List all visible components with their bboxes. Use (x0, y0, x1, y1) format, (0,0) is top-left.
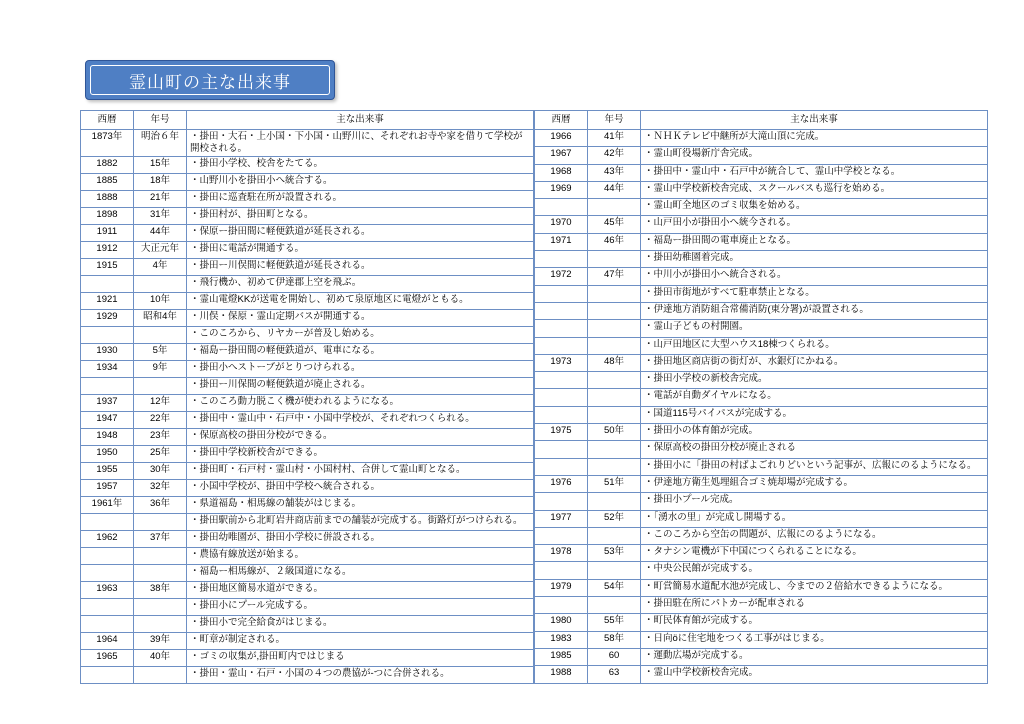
cell-seireki (535, 251, 588, 268)
cell-event: ・タナシン電機が下中国につくられることになる。 (641, 545, 988, 562)
table-row (81, 530, 534, 547)
cell-seireki: 1968 (535, 164, 588, 181)
cell-nengo: 31年 (134, 207, 187, 224)
cell-event: ・掛田ー川俣間に軽便鉄道が延長される。 (187, 258, 534, 275)
cell-event: ・霊山電燈KKが送電を開始し、初めて泉原地区に電燈がともる。 (187, 292, 534, 309)
cell-seireki: 1971 (535, 233, 588, 250)
cell-seireki (81, 326, 134, 343)
cell-nengo: 22年 (134, 411, 187, 428)
cell-event: ・ＮＨＫテレビ中継所が大滝山頂に完成。 (641, 130, 988, 147)
cell-nengo (134, 513, 187, 530)
cell-seireki (535, 493, 588, 510)
table-row (535, 337, 988, 354)
table-row (535, 406, 988, 423)
cell-event: ・掛田に電話が開通する。 (187, 241, 534, 258)
table-row (81, 632, 534, 649)
table-header-left (81, 111, 534, 130)
cell-nengo: 51年 (588, 475, 641, 492)
cell-event: ・このころ動力脱こく機が使われるようになる。 (187, 394, 534, 411)
cell-seireki: 1912 (81, 241, 134, 258)
cell-seireki: 1973 (535, 354, 588, 371)
cell-nengo (134, 564, 187, 581)
cell-event: ・電話が自動ダイヤルになる。 (641, 389, 988, 406)
cell-nengo (588, 389, 641, 406)
title-banner-inner (90, 65, 330, 95)
cell-seireki: 1975 (535, 424, 588, 441)
cell-seireki: 1930 (81, 343, 134, 360)
table-row (81, 326, 534, 343)
table-body-left (81, 130, 534, 684)
cell-event: ・掛田村が、掛田町となる。 (187, 207, 534, 224)
table-row (535, 648, 988, 665)
cell-nengo: 42年 (588, 147, 641, 164)
cell-event: ・福島ー掛田間の軽便鉄道が、電車になる。 (187, 343, 534, 360)
cell-seireki: 1977 (535, 510, 588, 527)
cell-nengo: 大正元年 (134, 241, 187, 258)
cell-nengo (588, 320, 641, 337)
cell-seireki (81, 615, 134, 632)
cell-seireki: 1979 (535, 579, 588, 596)
table-row (535, 199, 988, 216)
cell-nengo: 40年 (134, 649, 187, 666)
cell-nengo: 58年 (588, 631, 641, 648)
cell-nengo (134, 377, 187, 394)
table-row (81, 479, 534, 496)
cell-nengo (134, 666, 187, 683)
cell-event: ・霊山町役場新庁舎完成。 (641, 147, 988, 164)
cell-event: ・保原高校の掛田分校ができる。 (187, 428, 534, 445)
cell-event: ・掛田・霊山・石戸・小国の４つの農協が-つに合併される。 (187, 666, 534, 683)
cell-nengo (588, 251, 641, 268)
cell-nengo (134, 615, 187, 632)
cell-nengo: 12年 (134, 394, 187, 411)
cell-seireki: 1983 (535, 631, 588, 648)
cell-event: ・掛田地区商店街の街灯が、水銀灯にかねる。 (641, 354, 988, 371)
cell-nengo (588, 285, 641, 302)
cell-event: ・掛田中・霊山中・石戸中が統合して、霊山中学校となる。 (641, 164, 988, 181)
cell-event: ・掛田・大石・上小国・下小国・山野川に、それぞれお寺や家を借りて学校が開校される。 (187, 130, 534, 157)
cell-seireki: 1961年 (81, 496, 134, 513)
table-row (81, 462, 534, 479)
cell-seireki: 1969 (535, 181, 588, 198)
cell-nengo: 50年 (588, 424, 641, 441)
table-row (81, 547, 534, 564)
cell-seireki (535, 285, 588, 302)
table-row (535, 441, 988, 458)
table-row (535, 579, 988, 596)
table-row (81, 581, 534, 598)
cell-nengo (588, 597, 641, 614)
cell-event: ・福島ー相馬線が、２級国道になる。 (187, 564, 534, 581)
chronology-table-right (534, 110, 988, 684)
cell-nengo (588, 337, 641, 354)
cell-nengo: 55年 (588, 614, 641, 631)
column-header-seireki: 西暦 (535, 111, 588, 130)
table-row (81, 564, 534, 581)
cell-event: ・掛田市街地がすべて駐車禁止となる。 (641, 285, 988, 302)
cell-seireki: 1988 (535, 666, 588, 684)
cell-seireki (81, 377, 134, 394)
cell-event: ・県道福島・相馬線の舗装がはじまる。 (187, 496, 534, 513)
cell-seireki (535, 389, 588, 406)
column-header-nengo: 年号 (588, 111, 641, 130)
table-row (81, 377, 534, 394)
table-row (535, 510, 988, 527)
cell-event: ・小国中学校が、掛田中学校へ統合される。 (187, 479, 534, 496)
cell-event: ・掛田に巡査駐在所が設置される。 (187, 190, 534, 207)
cell-nengo (588, 372, 641, 389)
table-row (81, 343, 534, 360)
cell-event: ・霊山中学校新校舎完成、スクールバスも巡行を始める。 (641, 181, 988, 198)
cell-event: ・運動広場が完成する。 (641, 648, 988, 665)
cell-seireki: 1980 (535, 614, 588, 631)
cell-nengo: 9年 (134, 360, 187, 377)
cell-event: ・掛田駐在所にパトカーが配車される (641, 597, 988, 614)
header-row (535, 111, 988, 130)
table-row (535, 268, 988, 285)
cell-nengo: 5年 (134, 343, 187, 360)
table-row (81, 224, 534, 241)
cell-seireki: 1966 (535, 130, 588, 147)
cell-event: ・霊山町全地区のゴミ収集を始める。 (641, 199, 988, 216)
cell-nengo: 54年 (588, 579, 641, 596)
cell-seireki (535, 406, 588, 423)
cell-nengo: 15年 (134, 156, 187, 173)
table-row (81, 275, 534, 292)
cell-event: ・川俣・保原・霊山定期バスが開通する。 (187, 309, 534, 326)
cell-seireki: 1970 (535, 216, 588, 233)
table-row (81, 411, 534, 428)
cell-event: ・掛田小へストーブがとりつけられる。 (187, 360, 534, 377)
table-row (81, 309, 534, 326)
cell-event: ・掛田小プール完成。 (641, 493, 988, 510)
cell-nengo: 63 (588, 666, 641, 684)
cell-event: ・農協有線放送が始まる。 (187, 547, 534, 564)
cell-event: ・山野川小を掛田小へ統合する。 (187, 173, 534, 190)
cell-event: ・飛行機か、初めて伊達郡上空を飛ぶ。 (187, 275, 534, 292)
table-row (535, 147, 988, 164)
table-row (81, 615, 534, 632)
table-row (81, 496, 534, 513)
cell-seireki: 1898 (81, 207, 134, 224)
table-row (81, 428, 534, 445)
cell-event: ・掛田小学校、校舎をたてる。 (187, 156, 534, 173)
header-row (81, 111, 534, 130)
cell-nengo: 30年 (134, 462, 187, 479)
table-row (535, 631, 988, 648)
cell-event: ・保原ー掛田間に軽便鉄道が延長される。 (187, 224, 534, 241)
cell-seireki (81, 598, 134, 615)
table-row (81, 156, 534, 173)
cell-seireki: 1937 (81, 394, 134, 411)
table-row (535, 614, 988, 631)
cell-nengo: 45年 (588, 216, 641, 233)
cell-seireki: 1963 (81, 581, 134, 598)
table-row (535, 130, 988, 147)
cell-seireki: 1888 (81, 190, 134, 207)
table-row (81, 130, 534, 157)
cell-nengo: 48年 (588, 354, 641, 371)
cell-nengo: 43年 (588, 164, 641, 181)
table-row (81, 190, 534, 207)
cell-event: ・掛田中学校新校舎ができる。 (187, 445, 534, 462)
table-row (535, 458, 988, 475)
cell-event: ・「湧水の里」が完成し開場する。 (641, 510, 988, 527)
cell-event: ・掛田小にプール完成する。 (187, 598, 534, 615)
cell-seireki: 1948 (81, 428, 134, 445)
cell-seireki (535, 199, 588, 216)
table-row (535, 354, 988, 371)
cell-nengo: 44年 (588, 181, 641, 198)
cell-seireki: 1965 (81, 649, 134, 666)
table-row (81, 207, 534, 224)
table-row (81, 258, 534, 275)
table-row (535, 372, 988, 389)
cell-event: ・掛田中・霊山中・石戸中・小国中学校が、それぞれつくられる。 (187, 411, 534, 428)
table-row (81, 513, 534, 530)
cell-event: ・掛田地区簡易水道ができる。 (187, 581, 534, 598)
cell-nengo: 18年 (134, 173, 187, 190)
cell-nengo: 39年 (134, 632, 187, 649)
column-header-event: 主な出来事 (187, 111, 534, 130)
table-row (535, 493, 988, 510)
table-row (81, 241, 534, 258)
table-row (535, 216, 988, 233)
cell-seireki (81, 564, 134, 581)
cell-nengo: 53年 (588, 545, 641, 562)
cell-event: ・ゴミの収集が,掛田町内ではじまる (187, 649, 534, 666)
cell-seireki (81, 513, 134, 530)
cell-seireki (535, 562, 588, 579)
cell-seireki: 1882 (81, 156, 134, 173)
cell-event: ・掛田駅前から北町岩井商店前までの舗装が完成する。街路灯がつけられる。 (187, 513, 534, 530)
cell-seireki: 1964 (81, 632, 134, 649)
cell-event: ・掛田幼稚園着完成。 (641, 251, 988, 268)
column-header-nengo: 年号 (134, 111, 187, 130)
table-row (81, 292, 534, 309)
table-row (535, 164, 988, 181)
cell-event: ・掛田小に「掛田の村ばよごれりどいという記事が、広報にのるようになる。 (641, 458, 988, 475)
cell-seireki: 1985 (535, 648, 588, 665)
cell-event: ・国道115号パイパスが完成する。 (641, 406, 988, 423)
table-row (535, 302, 988, 319)
cell-nengo (134, 598, 187, 615)
cell-event: ・霊山子どもの村開園。 (641, 320, 988, 337)
cell-nengo: 10年 (134, 292, 187, 309)
cell-seireki (81, 666, 134, 683)
cell-seireki (535, 320, 588, 337)
cell-seireki: 1915 (81, 258, 134, 275)
cell-nengo: 36年 (134, 496, 187, 513)
column-header-event: 主な出来事 (641, 111, 988, 130)
cell-seireki: 1921 (81, 292, 134, 309)
column-header-seireki: 西暦 (81, 111, 134, 130)
cell-nengo: 46年 (588, 233, 641, 250)
table-row (81, 173, 534, 190)
cell-nengo: 60 (588, 648, 641, 665)
table-row (535, 562, 988, 579)
table-row (535, 181, 988, 198)
cell-nengo (134, 275, 187, 292)
cell-event: ・伊達地方消防組合常備消防(東分署)が設置される。 (641, 302, 988, 319)
cell-nengo: 明治６年 (134, 130, 187, 157)
cell-seireki (81, 547, 134, 564)
cell-seireki (535, 597, 588, 614)
cell-seireki (81, 275, 134, 292)
cell-seireki: 1978 (535, 545, 588, 562)
cell-event: ・掛田町・石戸村・霊山村・小国村村、合併して霊山町となる。 (187, 462, 534, 479)
cell-nengo: 37年 (134, 530, 187, 547)
cell-seireki: 1957 (81, 479, 134, 496)
cell-seireki: 1976 (535, 475, 588, 492)
cell-event: ・町民体育館が完成する。 (641, 614, 988, 631)
cell-event: ・中央公民館が完成する。 (641, 562, 988, 579)
cell-event: ・日向öに住宅地をつくる工事がはじまる。 (641, 631, 988, 648)
cell-nengo: 38年 (134, 581, 187, 598)
cell-nengo (134, 326, 187, 343)
cell-event: ・掛田小の体育館が完成。 (641, 424, 988, 441)
cell-seireki: 1972 (535, 268, 588, 285)
cell-seireki: 1873年 (81, 130, 134, 157)
cell-seireki (535, 527, 588, 544)
table-row (81, 598, 534, 615)
cell-seireki (535, 337, 588, 354)
table-row (535, 233, 988, 250)
cell-nengo: 4年 (134, 258, 187, 275)
cell-nengo (588, 199, 641, 216)
cell-seireki (535, 441, 588, 458)
cell-event: ・掛田ー川保間の軽便鉄道が廃止される。 (187, 377, 534, 394)
table-row (535, 545, 988, 562)
cell-nengo: 21年 (134, 190, 187, 207)
table-row (81, 394, 534, 411)
cell-seireki: 1947 (81, 411, 134, 428)
cell-seireki: 1967 (535, 147, 588, 164)
cell-event: ・掛田小学校の新校舎完成。 (641, 372, 988, 389)
table-row (81, 360, 534, 377)
cell-nengo (134, 547, 187, 564)
cell-seireki: 1955 (81, 462, 134, 479)
cell-nengo: 52年 (588, 510, 641, 527)
table-body-right (535, 130, 988, 684)
cell-nengo (588, 562, 641, 579)
table-row (81, 666, 534, 683)
cell-seireki: 1929 (81, 309, 134, 326)
cell-event: ・福島ー掛田間の電車廃止となる。 (641, 233, 988, 250)
cell-event: ・保原高校の掛田分校が廃止される (641, 441, 988, 458)
table-row (535, 251, 988, 268)
cell-nengo (588, 441, 641, 458)
title-banner (85, 60, 335, 100)
cell-nengo: 47年 (588, 268, 641, 285)
cell-nengo (588, 406, 641, 423)
cell-seireki (535, 372, 588, 389)
table-row (535, 597, 988, 614)
cell-nengo: 44年 (134, 224, 187, 241)
cell-seireki: 1911 (81, 224, 134, 241)
cell-seireki (535, 302, 588, 319)
page-title: 霊山町の主な出来事 (129, 72, 291, 92)
cell-seireki: 1950 (81, 445, 134, 462)
cell-seireki: 1934 (81, 360, 134, 377)
cell-event: ・町営簡易水道配水池が完成し、今までの２倍給水できるようになる。 (641, 579, 988, 596)
table-row (81, 649, 534, 666)
table-row (535, 285, 988, 302)
cell-event: ・中川小が掛田小へ統合される。 (641, 268, 988, 285)
chronology-tables (80, 110, 977, 684)
table-row (535, 666, 988, 684)
cell-nengo (588, 493, 641, 510)
table-row (535, 424, 988, 441)
cell-nengo: 32年 (134, 479, 187, 496)
cell-nengo: 23年 (134, 428, 187, 445)
table-header-right (535, 111, 988, 130)
table-row (535, 475, 988, 492)
chronology-table-left (80, 110, 534, 684)
cell-event: ・山戸田小が掛田小へ統今される。 (641, 216, 988, 233)
cell-event: ・このころから空缶の問題が、広報にのるようになる。 (641, 527, 988, 544)
table-row (535, 320, 988, 337)
cell-nengo (588, 527, 641, 544)
cell-nengo (588, 302, 641, 319)
cell-seireki: 1962 (81, 530, 134, 547)
cell-event: ・掛田小で完全給食がはじまる。 (187, 615, 534, 632)
cell-event: ・このころから、リヤカーが普及し始める。 (187, 326, 534, 343)
cell-nengo: 25年 (134, 445, 187, 462)
table-row (535, 389, 988, 406)
cell-seireki (535, 458, 588, 475)
table-row (535, 527, 988, 544)
cell-event: ・掛田幼唯園が、掛田小学校に併設される。 (187, 530, 534, 547)
cell-nengo (588, 458, 641, 475)
cell-event: ・町章が制定される。 (187, 632, 534, 649)
cell-event: ・霊山中学校新校舎完成。 (641, 666, 988, 684)
cell-event: ・山戸田地区に大型ハウス18棟つくられる。 (641, 337, 988, 354)
cell-nengo: 昭和4年 (134, 309, 187, 326)
table-row (81, 445, 534, 462)
cell-seireki: 1885 (81, 173, 134, 190)
cell-nengo: 41年 (588, 130, 641, 147)
cell-event: ・伊達地方衛生処埋組合ゴミ焼却場が完成する。 (641, 475, 988, 492)
